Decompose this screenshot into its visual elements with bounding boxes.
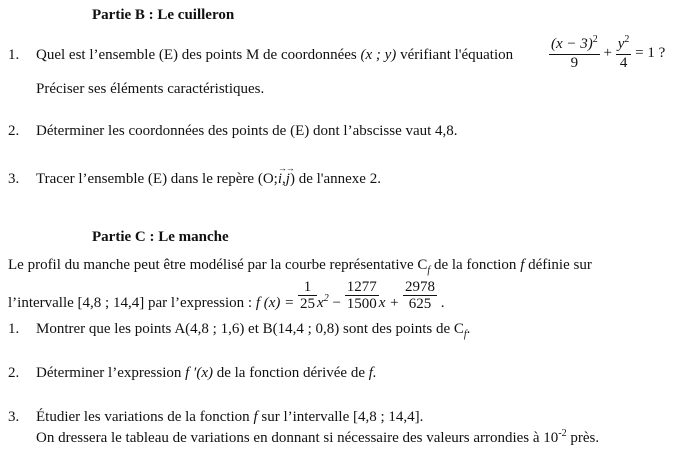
fraction-2-numerator: y xyxy=(617,36,625,52)
partC-q1-number: 1. xyxy=(8,321,20,337)
partB-q1-coords: (x ; y) xyxy=(360,47,397,63)
fx-x1: x + xyxy=(378,294,400,311)
repere-close: ) xyxy=(289,171,295,187)
fraction-2-denominator: 4 xyxy=(619,55,628,71)
partB-title: Partie B : Le cuilleron xyxy=(92,7,235,23)
fx-fraction-2 xyxy=(345,279,379,312)
partC-q1-text: Montrer que les points A(4,8 ; 1,6) et B(14,4 ; 0,8) sont des points de C xyxy=(36,321,464,337)
partB-q3-text-before: Tracer l’ensemble (E) dans le repère xyxy=(36,171,255,187)
partC-q3-line1 xyxy=(36,408,423,426)
fx-x2-exp: 2 xyxy=(323,292,329,304)
fx-x2 xyxy=(317,292,329,311)
repere-open: (O; xyxy=(257,171,278,187)
fraction-1-exponent: 2 xyxy=(592,34,598,45)
fx-minus: − xyxy=(332,294,341,311)
partB-q1-line2: Préciser ses éléments caractéristiques. xyxy=(36,81,265,97)
fx-period: . xyxy=(440,294,445,311)
partB-q3-text-after: de l'annexe 2. xyxy=(298,171,381,187)
partC-q2-line xyxy=(36,364,377,382)
vector-i: → i xyxy=(278,170,282,188)
partB-q2-text: Déterminer les coordonnées des points de (E) dont l’abscisse vaut 4,8. xyxy=(36,123,458,139)
repere-separator: , xyxy=(282,171,286,187)
fx-fraction-3 xyxy=(403,279,437,312)
partC-q3-f: f xyxy=(253,409,258,425)
fraction-2-exponent: 2 xyxy=(624,34,630,45)
partC-q1-end: . xyxy=(466,321,471,337)
repere xyxy=(258,171,295,187)
equation-equals: = 1 ? xyxy=(635,44,666,61)
partC-q3-line2 xyxy=(36,429,599,449)
fx-frac1-den: 25 xyxy=(300,296,316,312)
partC-q3-line2-a: On dressera le tableau de variations en donnant si nécessaire des valeurs arrondies à 10 xyxy=(36,430,559,446)
partC-q3-line2-b: près. xyxy=(570,430,600,446)
fx-frac2-num: 1277 xyxy=(346,279,377,295)
equation-plus: + xyxy=(603,44,612,61)
fraction-1-denominator: 9 xyxy=(570,55,579,71)
fx-fraction-1 xyxy=(298,279,317,312)
equation-fraction-1 xyxy=(549,36,600,71)
partC-q1-sub: f xyxy=(463,329,467,340)
partC-q3-text-after: sur l’intervalle [4,8 ; 14,4]. xyxy=(261,409,424,425)
intro-text-a: Le profil du manche peut être modélisé par la courbe représentative C xyxy=(8,257,428,273)
partC-intro-line2 xyxy=(8,279,444,312)
partC-q2-fprime: f ′(x) xyxy=(185,365,213,381)
partB-q1-equation xyxy=(549,36,665,71)
partB-q1-text-before: Quel est l’ensemble (E) des points M de coordonnées xyxy=(36,47,357,63)
fx-frac2-den: 1500 xyxy=(346,296,377,312)
fx-frac1-num: 1 xyxy=(298,279,317,296)
partC-q2-text-after: de la fonction dérivée de xyxy=(216,365,365,381)
fx-frac3-den: 625 xyxy=(408,296,432,312)
partB-q3-line xyxy=(36,170,381,188)
vector-j: → j xyxy=(286,170,290,188)
equation-fraction-2 xyxy=(616,36,632,71)
partC-q2-f: f. xyxy=(368,365,377,381)
intro-text-c: définie sur xyxy=(528,257,592,273)
partB-q1-text-after: vérifiant l'équation xyxy=(400,47,514,63)
partB-q2-number: 2. xyxy=(8,123,20,139)
fx-label: f (x) = xyxy=(255,294,295,311)
partC-q1-line xyxy=(36,320,470,340)
intro-text-line2: l’intervalle [4,8 ; 14,4] par l’expression : xyxy=(8,294,253,311)
partB-q1-number: 1. xyxy=(8,47,20,63)
partC-q2-text-before: Déterminer l’expression xyxy=(36,365,182,381)
partC-q3-line2-exp: -2 xyxy=(558,428,567,439)
partC-q3-text-before: Étudier les variations de la fonction xyxy=(36,409,250,425)
intro-sub-f: f xyxy=(427,265,431,276)
partB-q1-line1 xyxy=(36,46,513,64)
intro-f: f xyxy=(520,257,525,273)
fraction-1-numerator: (x − 3) xyxy=(551,36,593,52)
partC-title: Partie C : Le manche xyxy=(92,229,229,245)
fx-x2-var: x xyxy=(317,294,324,311)
fx-frac3-num: 2978 xyxy=(404,279,435,295)
partC-intro-line1 xyxy=(8,256,689,276)
intro-text-b: de la fonction xyxy=(433,257,517,273)
partB-q3-number: 3. xyxy=(8,171,20,187)
partC-q2-number: 2. xyxy=(8,365,20,381)
partC-q3-number: 3. xyxy=(8,409,20,425)
